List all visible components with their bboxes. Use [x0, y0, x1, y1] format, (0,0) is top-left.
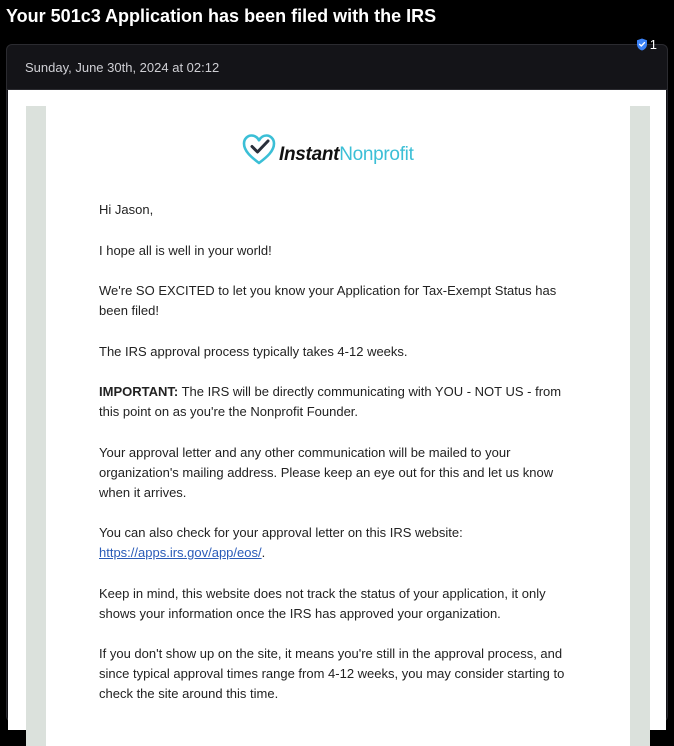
email-paragraph-8: If you don't show up on the site, it means you're still in the approval process, and since typical approval times range from 4-12 weeks, you may consider starting to check the site around this time. — [99, 646, 565, 701]
email-paragraph-6-end: . — [261, 545, 266, 560]
email-frame — [26, 106, 650, 746]
instant-nonprofit-logo — [241, 132, 414, 172]
email-paragraph-1: I hope all is well in your world! — [99, 242, 272, 258]
email-paragraph-7: Keep in mind, this website does not track the status of your application, it only shows your information once the IRS has approved your organization. — [99, 585, 546, 621]
irs-website-link[interactable]: https://apps.irs.gov/app/eos/ — [99, 545, 262, 560]
message-date: Sunday, June 30th, 2024 at 02:12 — [25, 60, 220, 75]
logo-word-nonprofit: Nonprofit — [339, 144, 414, 165]
email-greeting: Hi Jason, — [99, 202, 154, 217]
email-content — [99, 200, 584, 725]
email-paragraph-4-text: The IRS will be directly communicating with YOU - NOT US - from this point on as you're the Nonprofit Founder. — [99, 384, 562, 419]
email-body — [46, 106, 630, 746]
email-paragraph-6-text: You can also check for your approval letter on this IRS website: — [99, 525, 463, 540]
email-paragraph-4 — [99, 382, 584, 422]
top-bar — [0, 0, 674, 36]
message-card — [6, 37, 668, 722]
message-header — [7, 45, 667, 90]
important-label: IMPORTANT: — [99, 384, 179, 399]
email-paragraph-3: The IRS approval process typically takes 4-12 weeks. — [99, 343, 408, 359]
heart-check-icon — [241, 132, 277, 173]
logo-word-instant: Instant — [279, 144, 340, 165]
email-paragraph-5: Your approval letter and any other communication will be mailed to your organization's mailing address. Please keep an eye out for this and let us know when it arrives. — [99, 444, 554, 500]
email-viewer[interactable] — [8, 90, 666, 730]
badge-count: 1 — [649, 37, 657, 52]
email-subject-title: Your 501c3 Application has been filed with the IRS — [6, 6, 437, 26]
logo-wordmark — [279, 144, 414, 166]
email-paragraph-2: We're SO EXCITED to let you know your Application for Tax-Exempt Status has been filed! — [99, 283, 557, 318]
email-paragraph-6 — [99, 523, 584, 563]
